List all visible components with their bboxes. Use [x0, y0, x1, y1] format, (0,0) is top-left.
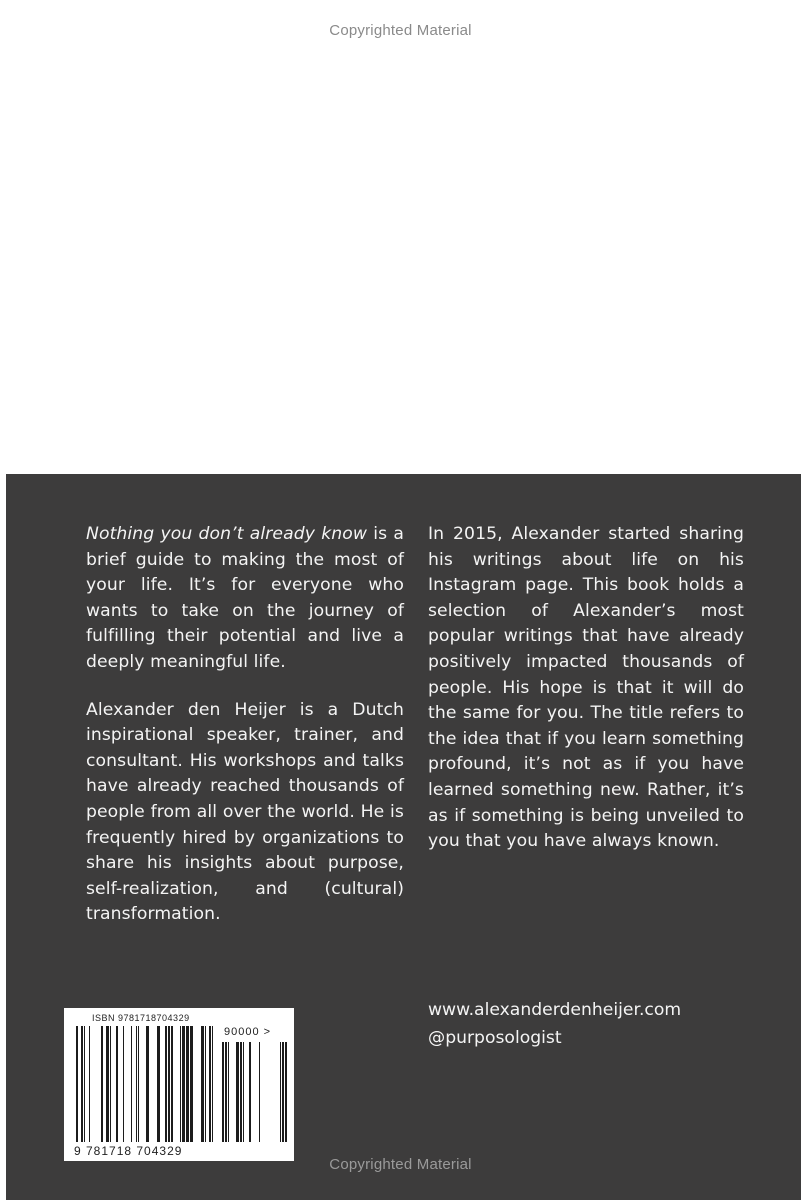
website-link[interactable]: www.alexanderdenheijer.com	[428, 1000, 682, 1020]
back-cover-panel	[6, 474, 801, 1200]
right-column	[428, 522, 744, 877]
intro-paragraph	[86, 522, 404, 676]
barcode-bars-icon	[64, 1008, 294, 1161]
instagram-handle[interactable]: @purposologist	[428, 1028, 562, 1048]
contact-info	[428, 996, 768, 1052]
price-code: 90000 >	[224, 1026, 272, 1038]
watermark-bottom: Copyrighted Material	[329, 1156, 472, 1173]
barcode-digits: 9 781718 704329	[74, 1144, 183, 1158]
author-bio-paragraph: Alexander den Heijer is a Dutch inspirational speaker, trainer, and consultant. His workshops and talks have already reached thousands of people from all over the world. He is frequently hired by organizations to share his insights about purpose, self-realization, and (cultural) transformation.	[86, 699, 404, 925]
isbn-barcode	[64, 1008, 294, 1161]
watermark-top: Copyrighted Material	[329, 22, 472, 39]
left-column	[86, 522, 404, 950]
isbn-label: ISBN 9781718704329	[92, 1013, 190, 1023]
book-description-paragraph: In 2015, Alexander started sharing his writings about life on his Instagram page. This book holds a selection of Alexander’s most popular writings that have already positively impacted thousands of people. His hope is that it will do the same for you. The title refers to the idea that if you learn something profound, it’s not as if you have learned something new. Rather, it’s as if something is being unveiled to you that you have always known.	[428, 524, 744, 852]
book-title: Nothing you don’t already know	[86, 524, 368, 544]
intro-text: is a brief guide to making the most of your life. It’s for everyone who wants to take on the journey of fulfilling their potential and live a deeply meaningful life.	[86, 524, 404, 672]
